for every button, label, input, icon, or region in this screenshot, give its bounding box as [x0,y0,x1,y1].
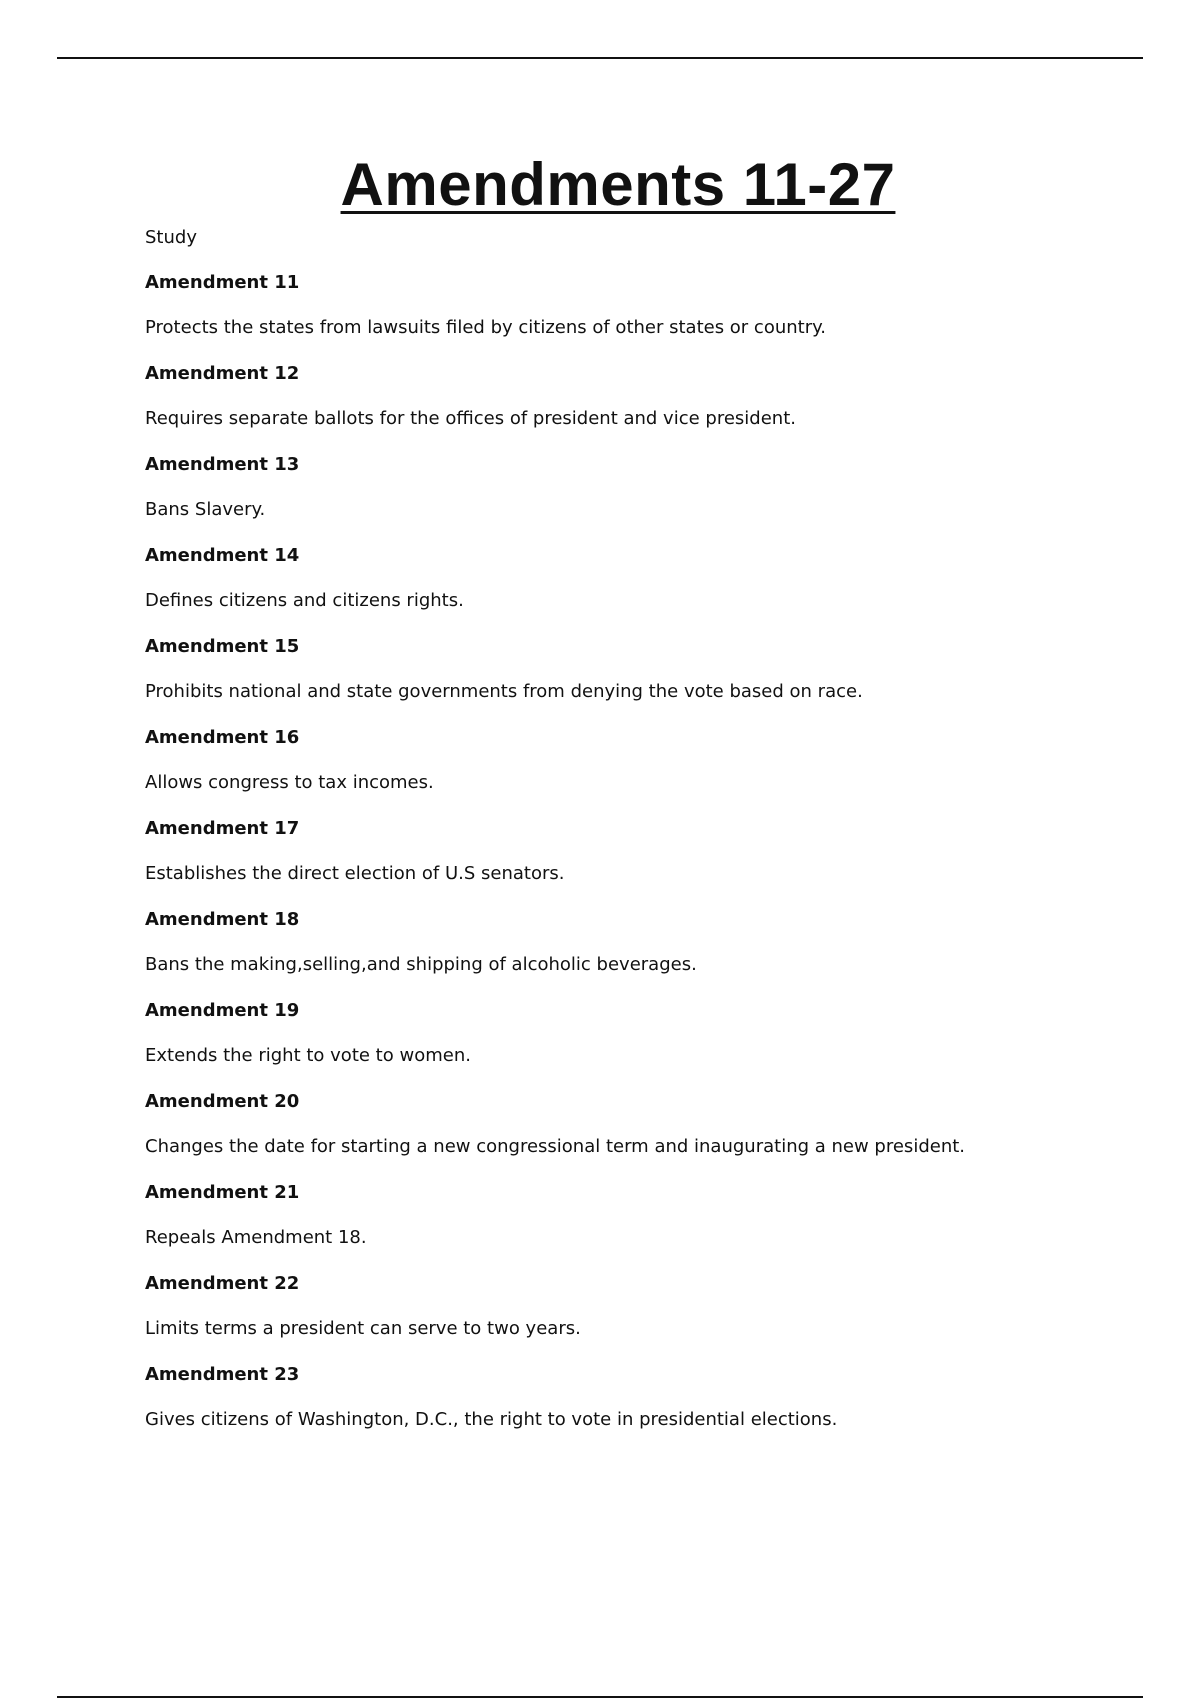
list-item [145,817,1145,908]
list-item [145,1090,1145,1181]
amendment-heading: Amendment 11 [145,272,300,293]
top-divider [57,57,1143,59]
page-subtitle: Study [145,227,197,248]
amendment-description: Extends the right to vote to women. [145,1045,471,1066]
amendment-heading: Amendment 22 [145,1273,300,1294]
list-item [145,999,1145,1090]
amendment-description: Defines citizens and citizens rights. [145,590,464,611]
list-item [145,726,1145,817]
list-item [145,908,1145,999]
list-item [145,362,1145,453]
page-title: Amendments 11-27 [340,151,896,218]
amendment-heading: Amendment 15 [145,636,300,657]
amendment-description: Protects the states from lawsuits filed by citizens of other states or country. [145,317,826,338]
amendment-description: Requires separate ballots for the offices of president and vice president. [145,408,796,429]
amendment-heading: Amendment 16 [145,727,300,748]
amendment-description: Repeals Amendment 18. [145,1227,367,1248]
amendment-heading: Amendment 12 [145,363,300,384]
amendment-description: Gives citizens of Washington, D.C., the right to vote in presidential elections. [145,1409,838,1430]
amendment-heading: Amendment 17 [145,818,300,839]
amendment-description: Prohibits national and state governments from denying the vote based on race. [145,681,863,702]
list-item [145,1272,1145,1363]
amendment-heading: Amendment 14 [145,545,300,566]
amendment-heading: Amendment 21 [145,1182,300,1203]
list-item [145,1181,1145,1272]
amendment-description: Establishes the direct election of U.S senators. [145,863,565,884]
amendment-description: Changes the date for starting a new congressional term and inaugurating a new president. [145,1136,966,1157]
amendment-description: Bans the making,selling,and shipping of alcoholic beverages. [145,954,697,975]
amendment-list [145,271,1145,1454]
amendment-heading: Amendment 23 [145,1364,300,1385]
amendment-heading: Amendment 13 [145,454,300,475]
amendment-description: Limits terms a president can serve to two years. [145,1318,581,1339]
list-item [145,271,1145,362]
list-item [145,544,1145,635]
amendment-description: Bans Slavery. [145,499,266,520]
amendment-description: Allows congress to tax incomes. [145,772,434,793]
amendment-heading: Amendment 19 [145,1000,300,1021]
amendment-heading: Amendment 18 [145,909,300,930]
list-item [145,635,1145,726]
amendment-heading: Amendment 20 [145,1091,300,1112]
bottom-divider [57,1696,1143,1698]
list-item [145,1363,1145,1454]
list-item [145,453,1145,544]
